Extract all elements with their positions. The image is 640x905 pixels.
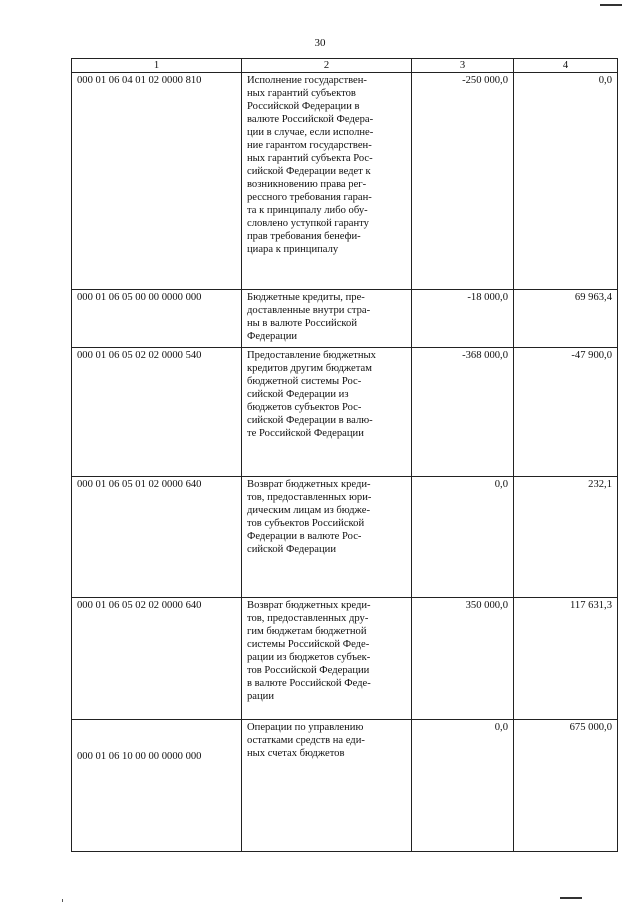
column-header-2: 2 xyxy=(242,59,412,73)
table-row xyxy=(72,598,618,720)
table-row xyxy=(72,348,618,477)
amount-col3: 0,0 xyxy=(412,477,514,598)
item-name-text: Операции по управлению остатками средств на еди- ных счетах бюджетов xyxy=(247,722,365,759)
scan-edge-mark xyxy=(62,899,63,902)
table-row xyxy=(72,477,618,598)
item-name-text: Возврат бюджетных креди- тов, предоставленных юри- дическим лицам из бюдже- тов субъектов Российской Федерации в валюте Рос- сийской Федерации xyxy=(247,479,372,555)
amount-col4: -47 900,0 xyxy=(514,348,618,477)
corner-mark-bottom xyxy=(560,897,582,899)
budget-code: 000 01 06 10 00 00 0000 000 xyxy=(72,720,242,852)
amount-col3: 0,0 xyxy=(412,720,514,852)
amount-col4: 232,1 xyxy=(514,477,618,598)
column-header-1: 1 xyxy=(72,59,242,73)
item-name xyxy=(242,73,412,290)
item-name-text: Возврат бюджетных креди- тов, предоставленных дру- гим бюджетам бюджетной системы Российской Феде- рации из бюджетов субъек- тов Российской Федерации в валюте Российской Феде- рации xyxy=(247,600,371,702)
amount-col3: -250 000,0 xyxy=(412,73,514,290)
column-header-3: 3 xyxy=(412,59,514,73)
amount-col3: 350 000,0 xyxy=(412,598,514,720)
table-row xyxy=(72,720,618,852)
table-row xyxy=(72,290,618,348)
amount-col4: 0,0 xyxy=(514,73,618,290)
budget-code: 000 01 06 05 02 02 0000 640 xyxy=(72,598,242,720)
amount-col3: -368 000,0 xyxy=(412,348,514,477)
item-name xyxy=(242,598,412,720)
amount-col3: -18 000,0 xyxy=(412,290,514,348)
amount-col4: 675 000,0 xyxy=(514,720,618,852)
budget-code: 000 01 06 05 02 02 0000 540 xyxy=(72,348,242,477)
amount-col4: 117 631,3 xyxy=(514,598,618,720)
table-row xyxy=(72,73,618,290)
item-name xyxy=(242,348,412,477)
budget-code: 000 01 06 04 01 02 0000 810 xyxy=(72,73,242,290)
item-name-text: Предоставление бюджетных кредитов другим бюджетам бюджетной системы Рос- сийской Федерации из бюджетов субъектов Рос- сийской Федерации в валю- те Российской Федерации xyxy=(247,350,376,439)
budget-code: 000 01 06 05 01 02 0000 640 xyxy=(72,477,242,598)
column-header-4: 4 xyxy=(514,59,618,73)
amount-col4: 69 963,4 xyxy=(514,290,618,348)
item-name-text: Исполнение государствен- ных гарантий субъектов Российской Федерации в валюте Российской Федера- ции в случае, если исполне- ние гарантом государствен- ных гарантий субъекта Рос- сийской Федерации ведет к возникновению права рег- рессного требования гаран- та к принципалу либо обу- словлено уступкой гаранту прав требования бенефи- циара к принципалу xyxy=(247,75,374,255)
budget-code: 000 01 06 05 00 00 0000 000 xyxy=(72,290,242,348)
item-name xyxy=(242,290,412,348)
budget-sources-table xyxy=(71,58,618,852)
item-name xyxy=(242,477,412,598)
table-header-row xyxy=(72,59,618,73)
item-name xyxy=(242,720,412,852)
corner-mark-top xyxy=(600,4,622,6)
item-name-text: Бюджетные кредиты, пре- доставленные внутри стра- ны в валюте Российской Федерации xyxy=(247,292,371,342)
page-number: 30 xyxy=(314,37,326,49)
